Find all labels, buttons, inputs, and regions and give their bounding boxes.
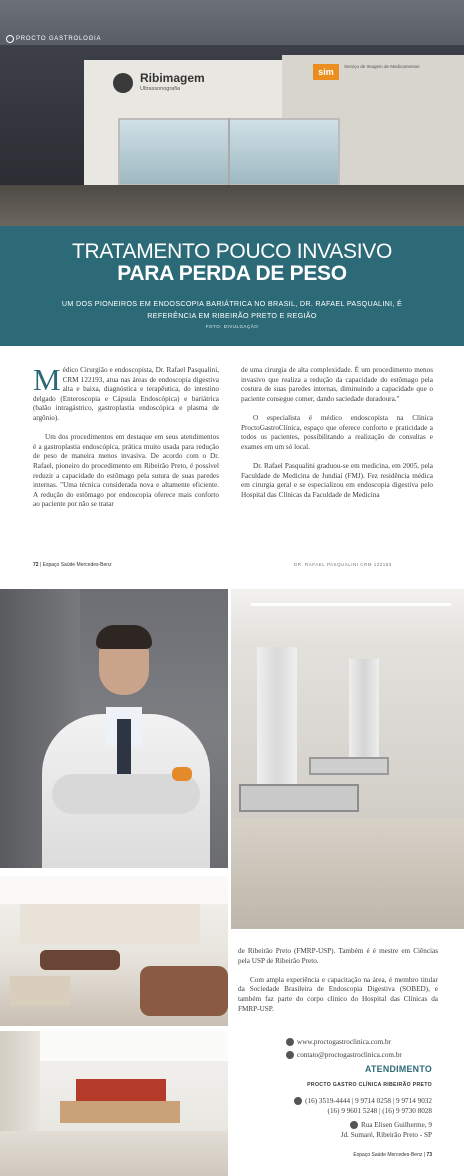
article-column-2 [241,366,433,510]
paragraph-5: Dr. Rafael Pasqualini graduou-se em medicina, em 2005, pela Faculdade de Medicina de Jundiaí (FMJ). Fez residência médica em cirurgia geral e se especializou em endoscopia digestiva pelo Hospital das Clínicas da Faculdade de Medicina [241,461,433,499]
website[interactable] [286,1038,391,1046]
lobby-wall [20,904,200,944]
phone-numbers-2: (16) 9 9601 5248 | (16) 9 9730 8028 [327,1107,432,1115]
hospital-bed [239,784,359,812]
hospital-ward-photo [231,589,464,929]
phone-line-1 [0,1097,432,1105]
sofa [140,966,228,1016]
mail-icon [286,1051,294,1059]
ward-floor [231,819,464,929]
location-pin-icon [350,1121,358,1129]
waiting-chairs [40,950,120,970]
page-2-number: 73 [426,1152,432,1158]
address-line-2: Jd. Sumaré, Ribeirão Preto - SP [340,1131,432,1139]
photo-caption: DR. RAFAEL PASQUALINI CRM 122193 [294,562,392,567]
sim-logo: sim [313,64,339,80]
address-street: Rua Elisen Guilherme, 9 [360,1121,432,1129]
email[interactable] [286,1051,402,1059]
article-column-3 [238,947,438,1024]
doctor-photo [0,589,228,868]
phone-numbers-1: (16) 3519-4444 | 9 9714 0258 | 9 9714 9032 [305,1097,432,1105]
article-column-1 [33,362,219,520]
coat-logo-icon [172,767,192,781]
page-1-magazine: Espaço Saúde Mercedes-Benz [42,562,112,568]
website-link[interactable]: www.proctogastroclinica.com.br [297,1038,391,1046]
ribimagem-logo-icon [113,73,133,93]
photo-credit: FOTO: DIVULGAÇÃO [205,324,259,329]
contact-heading: ATENDIMENTO [365,1064,432,1074]
paragraph-3: de uma cirurgia de alta complexidade. É um procedimento menos invasivo que realiza a redução da capacidade do estômago pela costura de suas paredes internas, diminuindo a capacidade que o paciente consegue comer, dando saciedade duradoura." [241,366,433,403]
page-2-magazine: Espaço Saúde Mercedes-Benz [353,1152,423,1158]
ceiling-light [251,603,451,606]
title-line-1: TRATAMENTO POUCO INVASIVO [72,240,392,263]
title-line-2: PARA PERDA DE PESO [117,262,347,285]
phone-icon [294,1097,302,1105]
paragraph-6: de Ribeirão Preto (FMRP-USP). Também é é mestre em Ciências pela USP de Ribeirão Preto. [238,947,438,965]
doctor-hair [96,625,152,649]
hospital-bed [309,757,389,775]
lobby-ceiling [0,876,228,904]
sidewalk [0,185,464,226]
page-1-number: 72 [33,562,39,568]
section-icon [6,35,14,43]
section-tag: PROCTO GASTROLOGIA [16,36,102,42]
paragraph-7: Com ampla experiência e capacitação na área, é membro titular da Sociedade Brasileira de Endoscopia Digestiva (SOBED), e também faz parte do corpo clínico do Hospital das Clínicas da FMRP-USP. [238,975,438,1013]
subtitle: UM DOS PIONEIROS EM ENDOSCOPIA BARIÁTRICA NO BRASIL, DR. RAFAEL PASQUALINI, É REFERÊNCIA EM RIBEIRÃO PRETO E REGIÃO [61,299,403,320]
email-link[interactable]: contato@proctogastroclinica.com.br [297,1051,402,1059]
clinic-name: PROCTO GASTRO CLÍNICA RIBEIRÃO PRETO [307,1082,432,1088]
paragraph-1: édico Cirurgião e endoscopista, Dr. Rafael Pasqualini, CRM 122193, atua nas áreas de endoscopia digestiva alta e baixa, diagnóstica e terapêutica, do intestino delgado (Enteroscopia e Cápsula Endoscópica) e bariátrica (balão intragástrico, gastroplastia endoscópica e plasma de argônio). [33,366,219,422]
door-frame [228,118,230,186]
address-line-1 [0,1121,432,1129]
facade-photo [0,0,464,226]
ribimagem-sign: Ribimagem [140,71,205,85]
drop-cap: M [33,362,61,397]
page-number-left: 72 | Espaço Saúde Mercedes-Benz [33,562,112,568]
ribimagem-sign-sub: Ultrassonografia [140,86,181,92]
curtain [257,647,297,787]
paragraph-4: O especialista é médico endoscopista na Clínica ProctoGastroClínica, espaço que oferece conforto e praticidade a todos os pacientes, possibilitando a realização de consultas e exames em um só local. [241,413,433,451]
paragraph-2: Um dos procedimentos em destaque em seus atendimentos é a gastroplastia endoscópica, prática muito usada para redução de peso de maneira menos invasiva. De acordo com o Dr. Rafael, pioneiro do procedimento em Ribeirão Preto, é possível reduzir a capacidade do estômago pela sutura de suas paredes internas. "Uma técnica considerada nova e altamente eficiente. A redução do estômago por endoscopia oferece mais conforto ao paciente por não se tratar [33,433,219,509]
ward-ceiling [231,589,464,649]
reception-desk [10,976,70,1006]
page-number-right: Espaço Saúde Mercedes-Benz | 73 [353,1152,432,1158]
globe-icon [286,1038,294,1046]
waiting-room-photo [0,876,228,1026]
sim-sign-sub: Serviço de Imagem de Medicamentos [344,64,420,69]
curtain [349,659,379,769]
